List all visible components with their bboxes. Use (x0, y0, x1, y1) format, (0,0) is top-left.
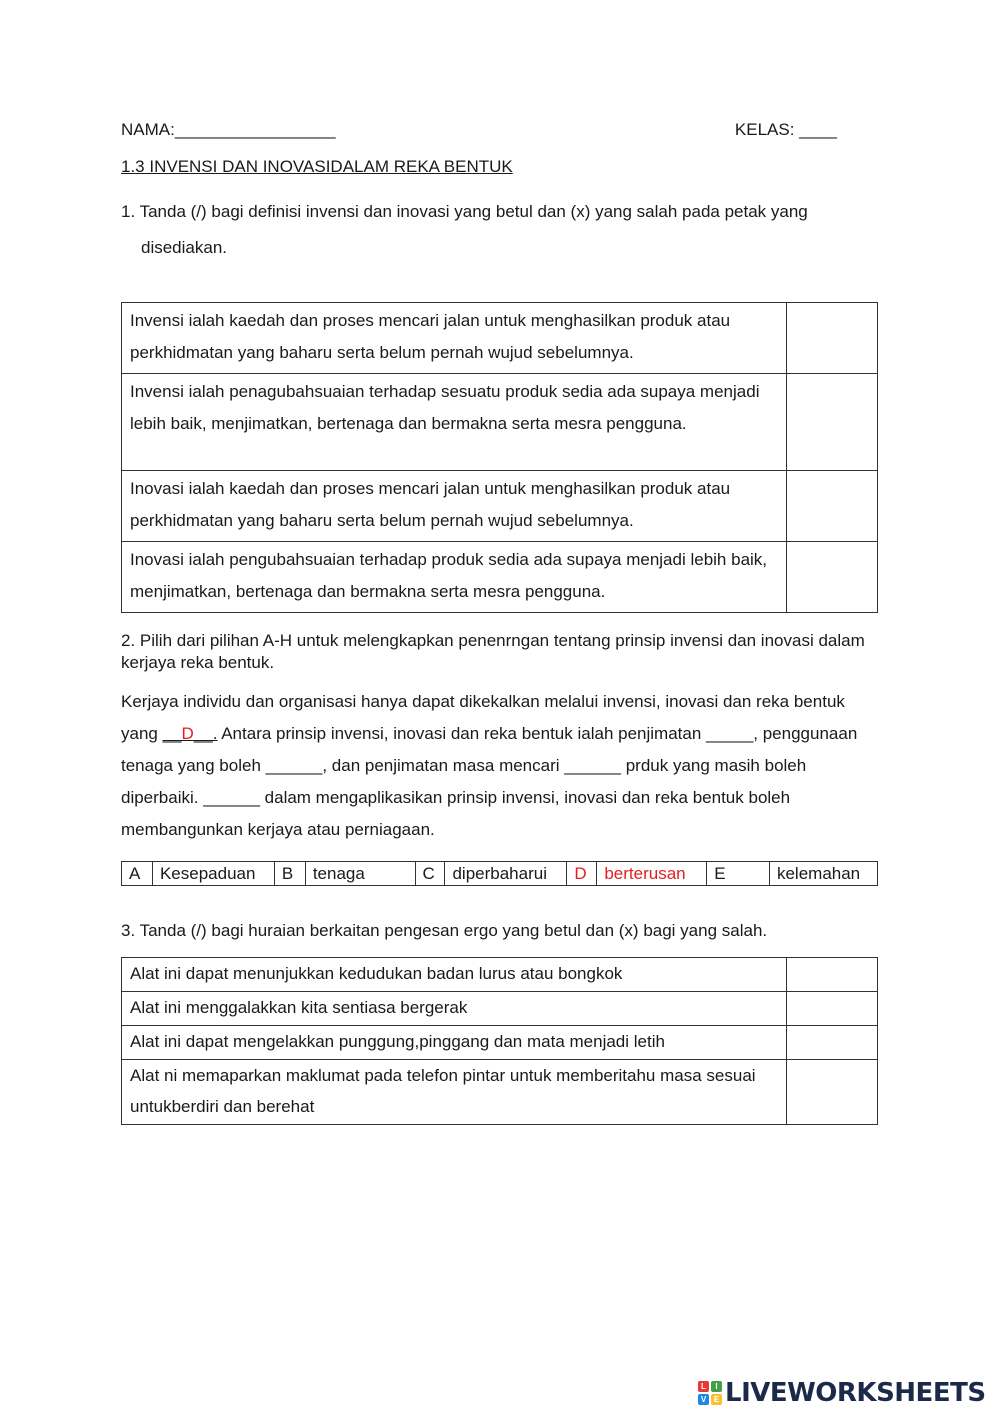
table-row (122, 303, 878, 374)
answer-box[interactable] (787, 542, 878, 613)
logo-mark-tile: I (711, 1381, 722, 1392)
answer-box[interactable] (787, 1060, 878, 1125)
logo-wordmark: LIVEWORKSHEETS (725, 1378, 986, 1408)
options-table (121, 861, 878, 886)
blank-1-answer: D (181, 724, 194, 743)
liveworksheets-logo (698, 1376, 986, 1410)
blank-1-post: __. (193, 724, 218, 743)
statement-cell: Alat ini dapat mengelakkan punggung,pinggang dan mata menjadi letih (122, 1026, 787, 1060)
table-row (122, 992, 878, 1026)
section-title: 1.3 INVENSI DAN INOVASIDALAM REKA BENTUK (121, 157, 513, 176)
blank-1-filled[interactable] (163, 724, 218, 743)
table-row (122, 542, 878, 613)
answer-box[interactable] (787, 992, 878, 1026)
option-word[interactable]: tenaga (305, 862, 415, 886)
option-letter: C (415, 862, 445, 886)
statement-cell: Alat ini dapat menunjukkan kedudukan badan lurus atau bongkok (122, 958, 787, 992)
nama-field-label[interactable]: NAMA:_________________ (121, 120, 336, 139)
question-2-paragraph (121, 686, 881, 846)
option-letter: B (274, 862, 305, 886)
answer-box[interactable] (787, 1026, 878, 1060)
table-row (122, 374, 878, 471)
option-letter: D (567, 862, 597, 886)
statement-cell: Alat ini menggalakkan kita sentiasa bergerak (122, 992, 787, 1026)
header-line (121, 120, 837, 142)
answer-box[interactable] (787, 303, 878, 374)
option-word[interactable]: Kesepaduan (152, 862, 274, 886)
answer-box[interactable] (787, 471, 878, 542)
logo-mark-tile: L (698, 1381, 709, 1392)
statement-cell: Inovasi ialah pengubahsuaian terhadap produk sedia ada supaya menjadi lebih baik, menjimatkan, bertenaga dan bermakna serta mesra pengguna. (122, 542, 787, 613)
question-1-instruction (121, 194, 881, 266)
question-2-instruction: 2. Pilih dari pilihan A-H untuk melengkapkan penenrngan tentang prinsip invensi dan inovasi dalam kerjaya reka bentuk. (121, 631, 865, 672)
question-3-instruction: 3. Tanda (/) bagi huraian berkaitan pengesan ergo yang betul dan (x) bagi yang salah. (121, 921, 768, 940)
logo-mark-tile: V (698, 1394, 709, 1405)
option-letter: A (122, 862, 153, 886)
table-row (122, 1060, 878, 1125)
question-1-line-1: 1. Tanda (/) bagi definisi invensi dan inovasi yang betul dan (x) yang salah pada petak yang (121, 202, 808, 221)
kelas-field-label[interactable]: KELAS: ____ (734, 120, 837, 139)
logo-mark-icon (698, 1381, 722, 1405)
question-3-table (121, 957, 878, 1125)
statement-cell: Invensi ialah penagubahsuaian terhadap sesuatu produk sedia ada supaya menjadi lebih baik, menjimatkan, bertenaga dan bermakna serta mesra pengguna. (122, 374, 787, 471)
answer-box[interactable] (787, 374, 878, 471)
blank-1-pre: __ (162, 724, 182, 743)
option-word[interactable]: kelemahan (769, 862, 877, 886)
question-1-table (121, 302, 878, 613)
statement-cell: Inovasi ialah kaedah dan proses mencari jalan untuk menghasilkan produk atau perkhidmatan yang baharu serta belum pernah wujud sebelumnya. (122, 471, 787, 542)
option-word[interactable]: berterusan (597, 862, 707, 886)
paragraph-text-part-2: Antara prinsip invensi, inovasi dan reka bentuk ialah penjimatan _____, penggunaan tenaga yang boleh ______, dan penjimatan masa mencari ______ prduk yang masih boleh diperbaiki. ______ dalam mengaplikasikan prinsip invensi, inovasi dan reka bentuk boleh membangunkan kerjaya atau perniagaan. (121, 724, 858, 839)
statement-cell: Alat ni memaparkan maklumat pada telefon pintar untuk memberitahu masa sesuai untukberdiri dan berehat (122, 1060, 787, 1125)
answer-box[interactable] (787, 958, 878, 992)
logo-mark-tile: E (711, 1394, 722, 1405)
table-row (122, 471, 878, 542)
options-row (122, 862, 878, 886)
table-row (122, 958, 878, 992)
paragraph-text-part-1: Kerjaya individu dan organisasi hanya dapat dikekalkan melalui invensi, inovasi dan reka bentuk yang (121, 692, 845, 743)
option-letter: E (707, 862, 770, 886)
statement-cell: Invensi ialah kaedah dan proses mencari jalan untuk menghasilkan produk atau perkhidmatan yang baharu serta belum pernah wujud sebelumnya. (122, 303, 787, 374)
option-word[interactable]: diperbaharui (445, 862, 567, 886)
question-1-line-2: disediakan. (141, 238, 228, 257)
table-row (122, 1026, 878, 1060)
